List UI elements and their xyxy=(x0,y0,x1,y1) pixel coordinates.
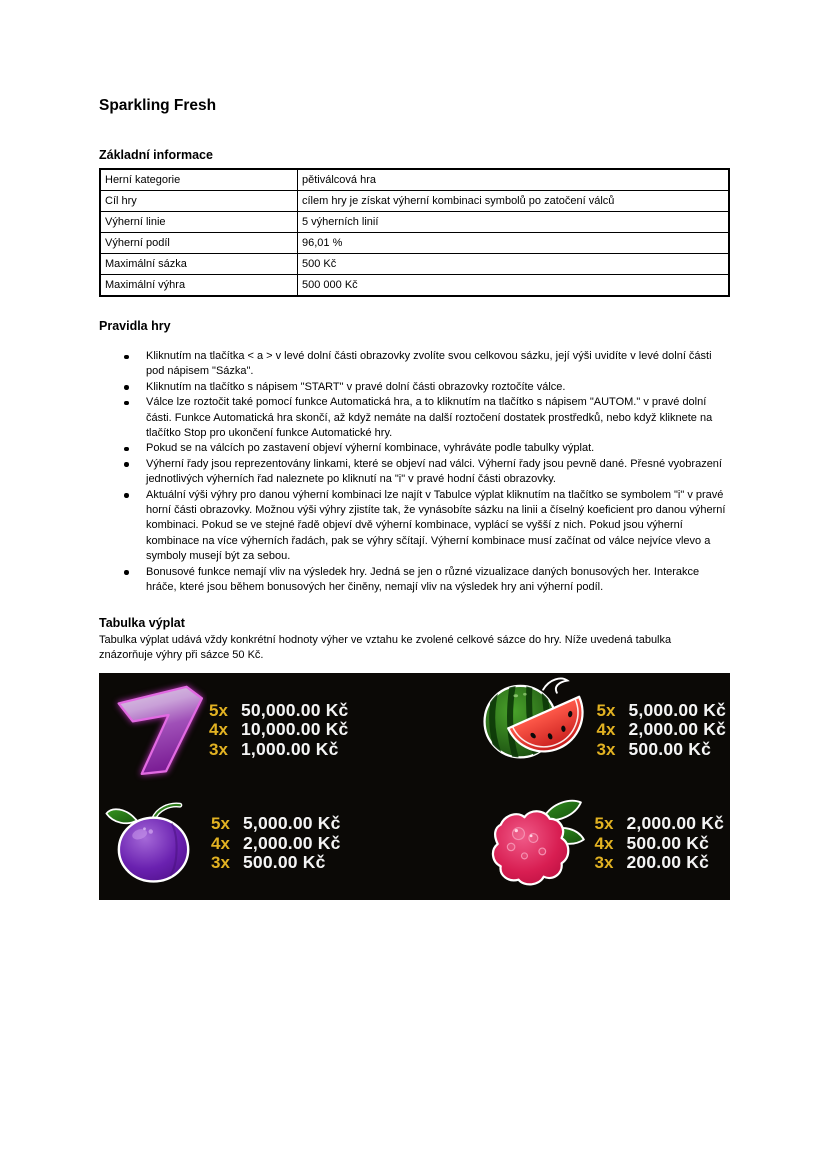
seven-icon xyxy=(111,678,207,782)
paytable-row xyxy=(597,740,727,760)
row-value: 5 výherních linií xyxy=(298,212,730,233)
rule-item: Válce lze roztočit také pomocí funkce Automatická hra, a to kliknutím na tlačítko s nápisem "AUTOM." v pravé dolní části. Funkce Automatická hra skončí, až když nemáte na další roztočení dostatek prostředků, nebo když kliknete na tlačítko Stop pro ukončení funkce Automatické hry. xyxy=(99,395,730,441)
count-label: 5x xyxy=(596,700,616,720)
amount-label: 2,000.00 Kč xyxy=(626,813,725,834)
row-label: Maximální sázka xyxy=(100,254,298,275)
rule-item: Kliknutím na tlačítka < a > v levé dolní části obrazovky zvolíte svou celkovou sázku, její výši uvidíte v levé dolní části pod nápisem "Sázka". xyxy=(99,349,730,380)
paytable-row xyxy=(211,834,341,854)
paytable-cell-raspberry xyxy=(415,787,731,901)
paytable-values xyxy=(209,701,349,760)
paytable-row xyxy=(209,740,349,760)
rule-item: Bonusové funkce nemají vliv na výsledek hry. Jedná se jen o různé vizualizace daných bonusových her. Interakce hráče, které jsou během bonusových her činěny, nemají vliv na výsledek hry ani výherní podíl. xyxy=(99,565,730,596)
count-label: 3x xyxy=(209,739,228,759)
amount-label: 5,000.00 Kč xyxy=(628,699,727,720)
amount-label: 2,000.00 Kč xyxy=(628,719,727,740)
paytable-heading: Tabulka výplat xyxy=(99,615,185,630)
row-label: Maximální výhra xyxy=(100,275,298,297)
paytable-row xyxy=(595,853,725,873)
paytable-values xyxy=(595,814,725,873)
section-rules xyxy=(99,319,730,596)
paytable-cell-watermelon xyxy=(415,673,731,787)
count-label: 3x xyxy=(596,739,616,759)
section-basic-info xyxy=(99,148,730,297)
row-label: Cíl hry xyxy=(100,191,298,212)
table-row xyxy=(100,169,729,191)
row-label: Výherní linie xyxy=(100,212,298,233)
row-value: 500 Kč xyxy=(298,254,730,275)
count-label: 3x xyxy=(211,853,230,873)
rule-item: Výherní řady jsou reprezentovány linkami, které se objeví nad válci. Výherní řady jsou pevně dané. Přesné vyobrazení jednotlivých výherních řad naleznete po kliknutí na "i" v pravé hodní části obrazovky. xyxy=(99,457,730,488)
amount-label: 500.00 Kč xyxy=(626,832,710,853)
count-label: 4x xyxy=(596,720,616,740)
document-page xyxy=(99,97,730,900)
section-paytable xyxy=(99,616,730,901)
amount-label: 500.00 Kč xyxy=(628,738,712,759)
count-label: 4x xyxy=(594,833,614,853)
count-label: 5x xyxy=(211,814,230,834)
plum-icon xyxy=(105,791,209,897)
paytable-description: Tabulka výplat udává vždy konkrétní hodnoty výher ve vztahu ke zvolené celkové sázce do hry. Níže uvedená tabulka znázorňuje výhry při sázce 50 Kč. xyxy=(99,633,672,661)
paytable-values xyxy=(597,701,727,760)
rule-item: Kliknutím na tlačítko s nápisem "START" v pravé dolní části obrazovky roztočíte válce. xyxy=(99,380,730,395)
row-label: Herní kategorie xyxy=(100,169,298,191)
paytable-row xyxy=(211,814,341,834)
amount-label: 200.00 Kč xyxy=(626,852,710,873)
table-row xyxy=(100,275,729,297)
watermelon-icon xyxy=(473,676,595,784)
paytable-row xyxy=(211,853,341,873)
amount-label: 1,000.00 Kč xyxy=(241,738,339,759)
row-value: 96,01 % xyxy=(298,233,730,254)
paytable-row xyxy=(597,701,727,721)
count-label: 3x xyxy=(594,853,614,873)
paytable-row xyxy=(209,701,349,721)
amount-label: 2,000.00 Kč xyxy=(243,832,341,853)
amount-label: 500.00 Kč xyxy=(243,852,326,873)
paytable-values xyxy=(211,814,341,873)
row-label: Výherní podíl xyxy=(100,233,298,254)
rule-item: Pokud se na válcích po zastavení objeví výherní kombinace, vyhráváte podle tabulky výplat. xyxy=(99,441,730,456)
row-value: cílem hry je získat výherní kombinaci symbolů po zatočení válců xyxy=(298,191,730,212)
paytable-panel xyxy=(99,673,730,900)
paytable-cell-seven xyxy=(99,673,415,787)
table-row xyxy=(100,254,729,275)
rules-heading: Pravidla hry xyxy=(99,319,171,333)
row-value: 500 000 Kč xyxy=(298,275,730,297)
count-label: 5x xyxy=(209,700,228,720)
table-row xyxy=(100,212,729,233)
paytable-row xyxy=(595,814,725,834)
count-label: 4x xyxy=(211,833,230,853)
raspberry-icon xyxy=(473,792,593,896)
page-title: Sparkling Fresh xyxy=(99,97,217,114)
row-value: pětiválcová hra xyxy=(298,169,730,191)
basic-info-heading: Základní informace xyxy=(99,148,213,162)
basic-info-table xyxy=(99,168,730,297)
amount-label: 50,000.00 Kč xyxy=(241,699,349,720)
amount-label: 5,000.00 Kč xyxy=(243,813,341,834)
amount-label: 10,000.00 Kč xyxy=(241,719,349,740)
rule-item: Aktuální výši výhry pro danou výherní kombinaci lze najít v Tabulce výplat kliknutím na tlačítko se symbolem "i" v pravé horní části obrazovky. Možnou výši výhry zjistíte tak, že vynásobíte sázku na linii a číselný koeficient pro danou výherní kombinaci. Pokud se ve stejné řadě objeví dvě výherní kombinace, vyplácí se vyšší z nich. Pokud jsou výherní kombinace na více výherních řadách, pak se výhry sčítají. Výherní kombinace musí začínat od válce nejvíce vlevo a symboly musejí být za sebou. xyxy=(99,488,730,565)
paytable-row xyxy=(209,720,349,740)
paytable-cell-plum xyxy=(99,787,415,901)
table-row xyxy=(100,233,729,254)
paytable-row xyxy=(597,720,727,740)
count-label: 5x xyxy=(594,814,614,834)
table-row xyxy=(100,191,729,212)
paytable-row xyxy=(595,834,725,854)
rules-list xyxy=(99,349,730,596)
count-label: 4x xyxy=(209,720,228,740)
